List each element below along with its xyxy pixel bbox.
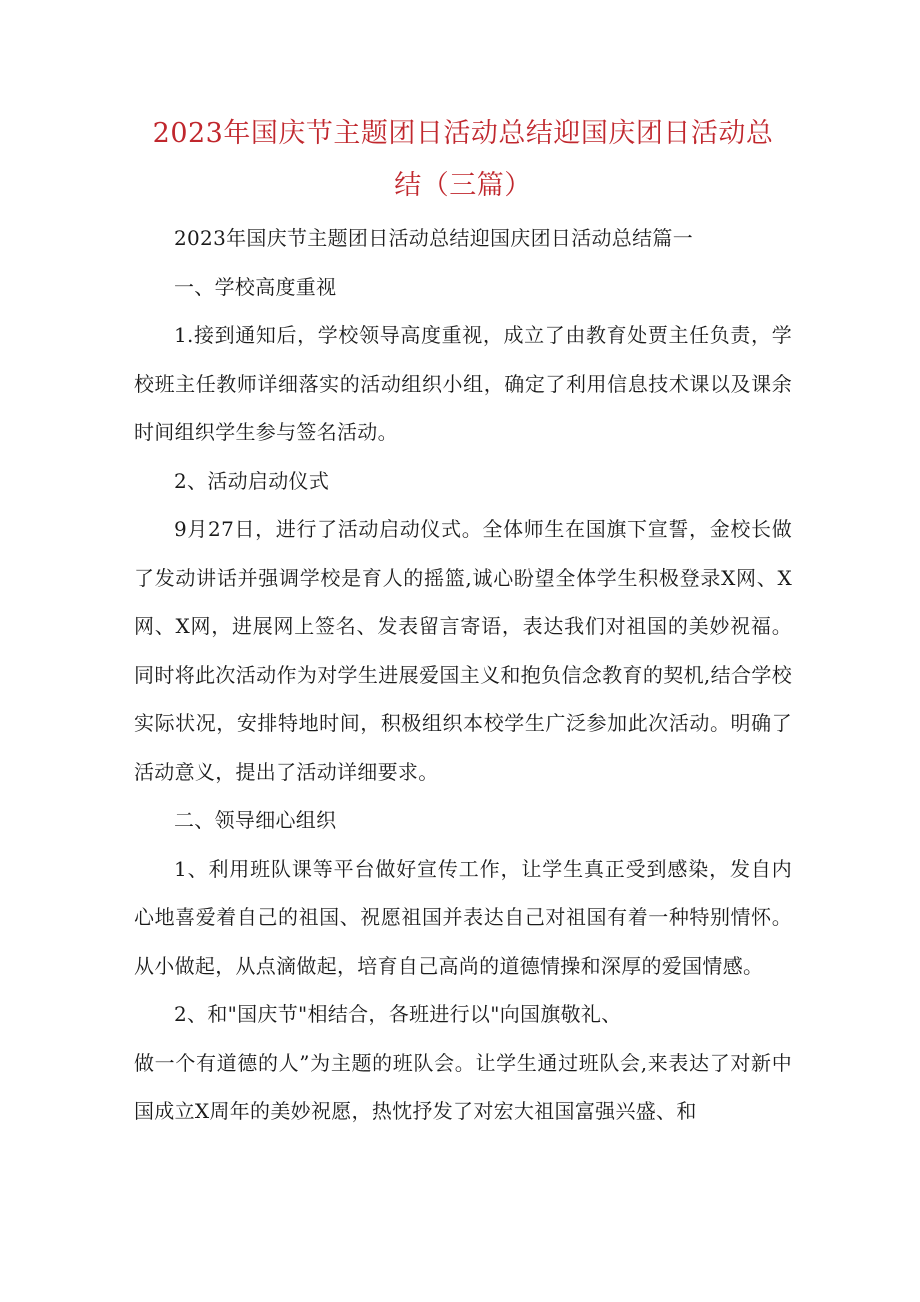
- paragraph-class-meetings: 1、利用班队课等平台做好宣传工作，让学生真正受到感染，发自内心地喜爱着自己的祖国、祝愿祖国并表达自己对祖国有着一种特别情怀。从小做起，从点滴做起，培育自己高尚的道德情操和深厚的爱国情感。: [134, 856, 792, 978]
- title-line-2: 结（三篇）: [394, 170, 532, 201]
- paragraph-notice-received: 1.接到通知后，学校领导高度重视，成立了由教育处贾主任负责，学校班主任教师详细落实的活动组织小组，确定了利用信息技术课以及课余时间组织学生参与签名活动。: [134, 323, 792, 444]
- paragraph-launch-ceremony: 9月27日，进行了活动启动仪式。全体师生在国旗下宣誓，金校长做了发动讲话并强调学校是育人的摇篮,诚心盼望全体学生积极登录X网、X网、X网，进展网上签名、发表留言寄语，表达我们对祖国的美妙祝福。同时将此次活动作为对学生进展爱国主义和抱负信念教育的契机,结合学校实际状况，安排特地时间，积极组织本校学生广泛参加此次活动。明确了活动意义，提出了活动详细要求。: [134, 517, 792, 784]
- title-line-1: 2023年国庆节主题团日活动总结迎国庆团日活动总: [152, 118, 774, 149]
- heading-launch-ceremony: 2、活动启动仪式: [174, 468, 330, 493]
- paragraph-continued: 做一个有道德的人”为主题的班队会。让学生通过班队会,来表达了对新中国成立X周年的美妙祝愿，热忱抒发了对宏大祖国富强兴盛、和: [134, 1050, 792, 1123]
- paragraph-national-day-combined: 2、和"国庆节"相结合，各班进行以"向国旗敬礼、: [174, 1002, 622, 1026]
- heading-leadership-organization: 二、领导细心组织: [174, 808, 337, 832]
- section-heading-part-one: 2023年国庆节主题团日活动总结迎国庆团日活动总结篇一: [174, 226, 693, 250]
- heading-school-attention: 一、学校高度重视: [174, 274, 337, 299]
- document-title: [134, 108, 792, 212]
